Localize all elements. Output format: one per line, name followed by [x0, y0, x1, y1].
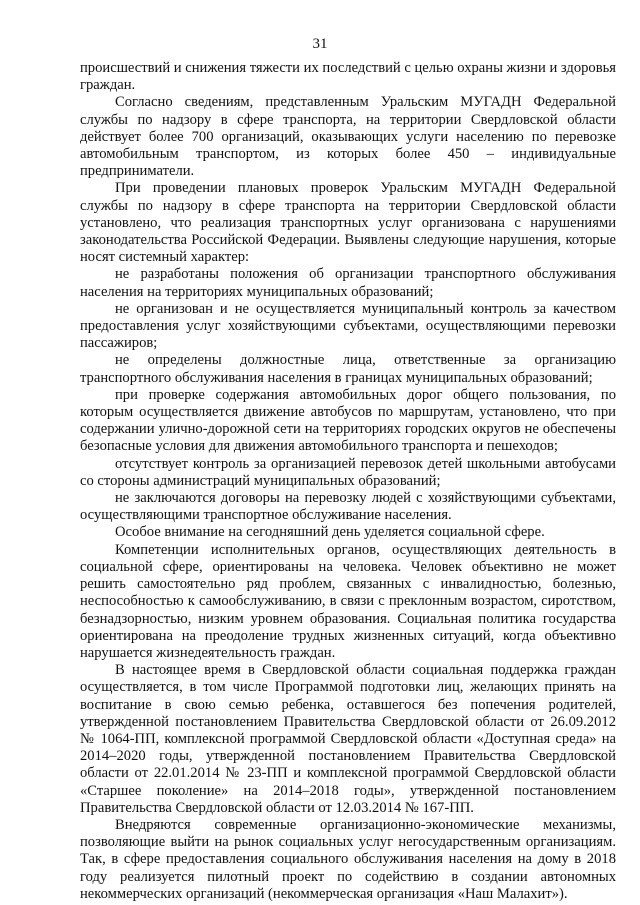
paragraph-continuation: происшествий и снижения тяжести их последствий с целью охраны жизни и здоровья граждан. — [80, 60, 616, 94]
list-item: при проверке содержания автомобильных дорог общего пользования, по которым осуществляется движение автобусов по маршрутам, установлено, что при содержании улично-дорожной сети на территориях городских округов не обеспечены безопасные условия для движения автомобильного транспорта и пешеходов; — [80, 386, 616, 455]
paragraph: В настоящее время в Свердловской области социальная поддержка граждан осуществляется, в том числе Программой подготовки лиц, желающих принять на воспитание в свою семью ребенка, оставшегося без попечения родителей, утвержденной постановлением Правительства Свердловской области от 26.09.2012 № 1064-ПП, комплексной программой Свердловской области «Доступная среда» на 2014–2020 годы, утвержденной постановлением Правительства Свердловской области от 22.01.2014 № 23-ПП и комплексной программой Свердловской области «Старшее поколение» на 2014–2018 годы», утвержденной постановлением Правительства Свердловской области от 12.03.2014 № 167-ПП. — [80, 662, 616, 816]
page-number: 31 — [312, 36, 328, 52]
list-item: не организован и не осуществляется муниципальный контроль за качеством предоставления услуг хозяйствующими субъектами, осуществляющими перевозки пассажиров; — [80, 300, 616, 352]
paragraph: Компетенции исполнительных органов, осуществляющих деятельность в социальной сфере, ориентированы на человека. Человек объективно не может решить самостоятельно ряд проблем, связанных с инвалидностью, болезнью, неспособностью к самообслуживанию, в связи с преклонным возрастом, сиротством, безнадзорностью, низким уровнем образования. Социальная политика государства ориентирована на преодоление трудных жизненных ситуаций, когда объективно нарушается жизнедеятельность граждан. — [80, 541, 616, 661]
paragraph: При проведении плановых проверок Уральским МУГАДН Федеральной службы по надзору в сфере транспорта на территории Свердловской области установлено, что реализация транспортных услуг организована с нарушениями законодательства Российской Федерации. Выявлены следующие нарушения, которые носят системный характер: — [80, 180, 616, 266]
list-item: не определены должностные лица, ответственные за организацию транспортного обслуживания населения в границах муниципальных образований; — [80, 352, 616, 386]
list-item: не разработаны положения об организации транспортного обслуживания населения на территориях муниципальных образований; — [80, 266, 616, 300]
paragraph: Внедряются современные организационно-экономические механизмы, позволяющие выйти на рынок социальных услуг негосударственным организациям. Так, в сфере предоставления социального обслуживания населения на дому в 2018 году реализуется пилотный проект по содействию в создании автономных некоммерческих организаций (некоммерческая организация «Наш Малахит»). — [80, 816, 616, 902]
list-item: не заключаются договоры на перевозку людей с хозяйствующими субъектами, осуществляющими транспортное обслуживание населения. — [80, 490, 616, 524]
paragraph: Особое внимание на сегодняшний день уделяется социальной сфере. — [115, 524, 545, 541]
list-item: отсутствует контроль за организацией перевозок детей школьными автобусами со стороны администраций муниципальных образований; — [80, 455, 616, 489]
document-body — [80, 60, 616, 903]
paragraph: Согласно сведениям, представленным Уральским МУГАДН Федеральной службы по надзору в сфере транспорта, на территории Свердловской области действует более 700 организаций, оказывающих услуги населению по перевозке автомобильным транспортом, из которых более 450 – индивидуальные предприниматели. — [80, 94, 616, 180]
